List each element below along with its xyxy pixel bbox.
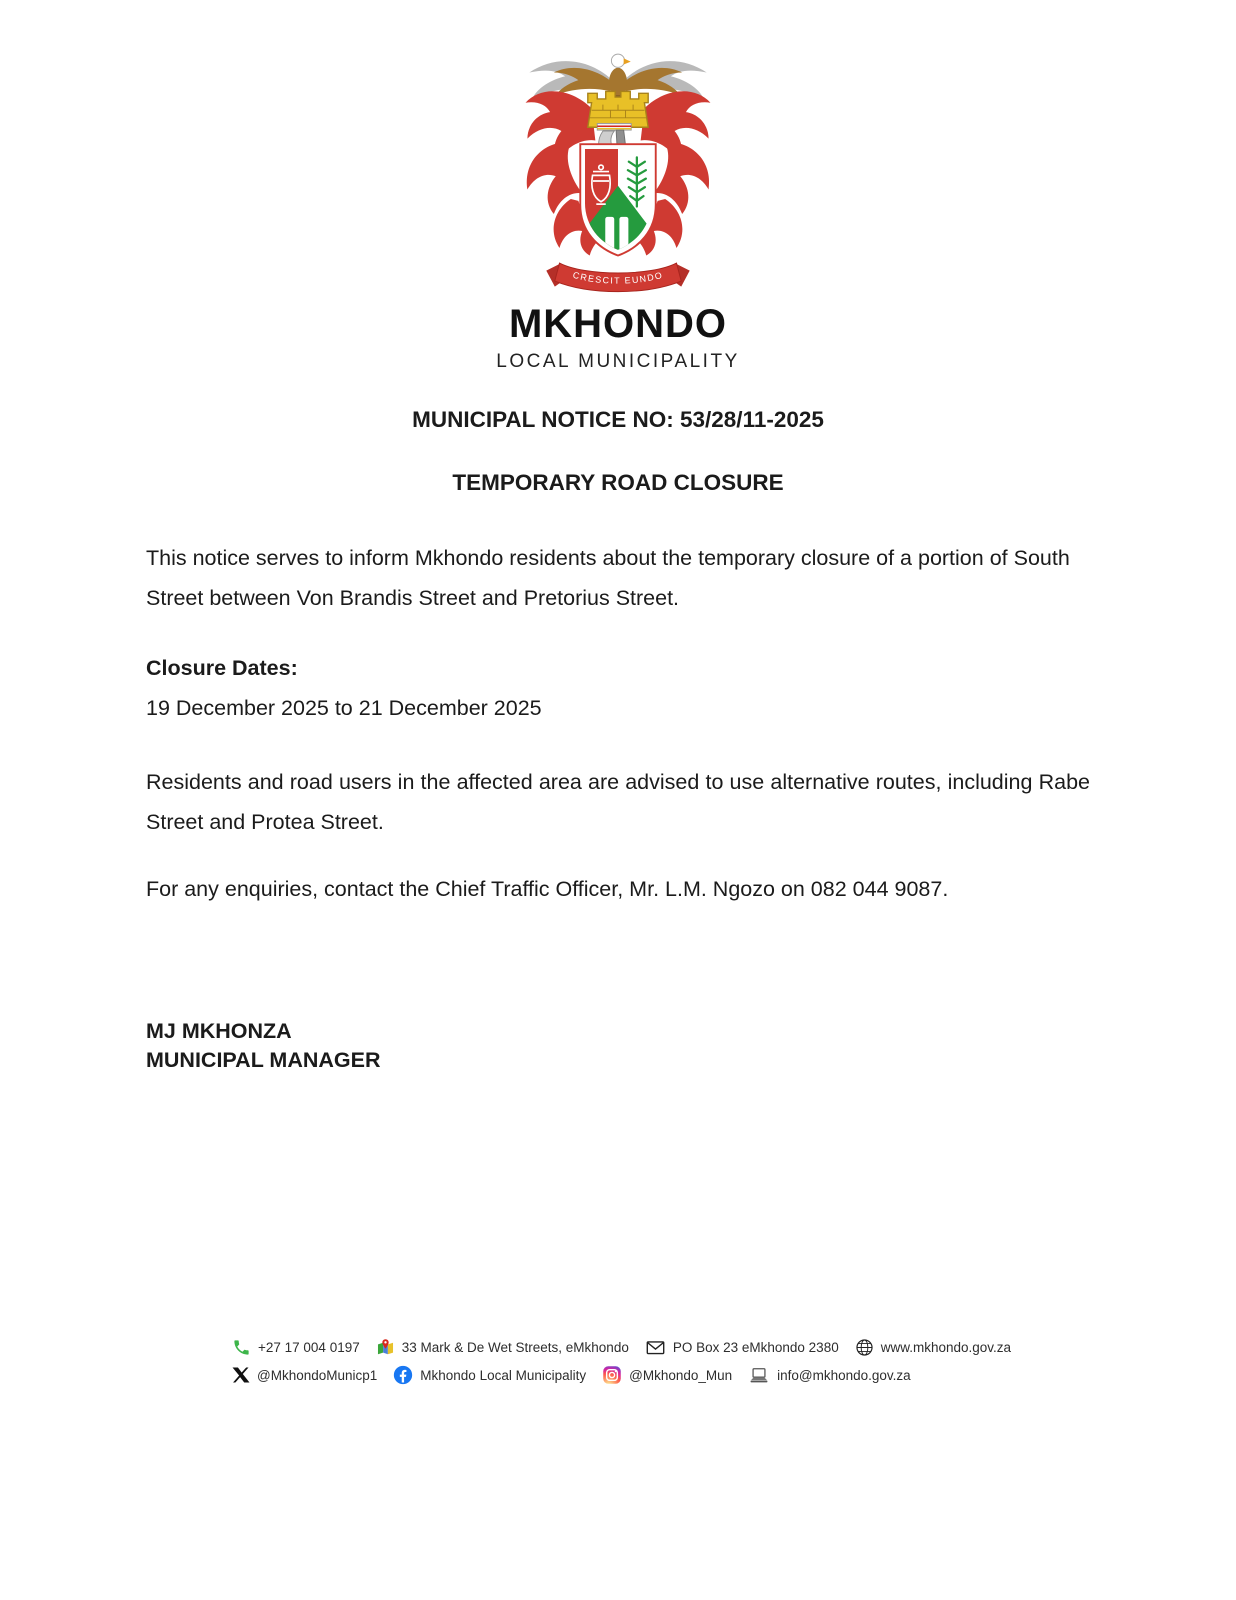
globe-icon xyxy=(855,1338,874,1357)
footer-row-2 xyxy=(232,1361,1027,1389)
address-contact xyxy=(376,1338,629,1357)
street-address: 33 Mark & De Wet Streets, eMkhondo xyxy=(401,1339,629,1355)
document-header xyxy=(0,0,1236,373)
closure-dates-label: Closure Dates: xyxy=(146,656,298,680)
notice-number-heading: MUNICIPAL NOTICE NO: 53/28/11-2025 xyxy=(412,407,824,432)
enquiries-paragraph: For any enquiries, contact the Chief Traffic Officer, Mr. L.M. Ngozo on 082 044 9087. xyxy=(146,877,949,901)
instagram-handle: @Mkhondo_Mun xyxy=(629,1367,733,1383)
location-icon xyxy=(376,1338,395,1357)
crown-icon xyxy=(588,91,648,127)
x-icon xyxy=(232,1366,250,1384)
municipality-name: MKHONDO xyxy=(508,302,728,346)
facebook-contact xyxy=(393,1365,586,1385)
phone-number: +27 17 004 0197 xyxy=(258,1339,360,1355)
motto-ribbon xyxy=(546,263,689,292)
facebook-icon xyxy=(393,1365,413,1385)
closure-dates-value: 19 December 2025 to 21 December 2025 xyxy=(146,696,542,720)
x-contact xyxy=(232,1366,377,1384)
instagram-icon xyxy=(602,1365,622,1385)
footer-row-1 xyxy=(232,1333,1027,1361)
signature-block xyxy=(146,1017,1236,1075)
alternative-routes-paragraph: Residents and road users in the affected area are advised to use alternative routes, including Rabe Street and Protea Street. xyxy=(146,770,1090,834)
x-handle: @MkhondoMunicp1 xyxy=(257,1367,378,1383)
notice-subject-heading: TEMPORARY ROAD CLOSURE xyxy=(452,470,784,495)
email-address: info@mkhondo.gov.za xyxy=(777,1367,911,1383)
instagram-contact xyxy=(602,1365,732,1385)
po-box: PO Box 23 eMkhondo 2380 xyxy=(672,1339,839,1355)
notice-body xyxy=(146,538,1090,909)
envelope-icon xyxy=(645,1338,666,1357)
website-contact xyxy=(855,1338,1011,1357)
signatory-name: MJ MKHONZA xyxy=(146,1019,292,1043)
email-contact xyxy=(748,1366,911,1385)
phone-icon xyxy=(232,1338,251,1357)
signatory-title: MUNICIPAL MANAGER xyxy=(146,1048,381,1072)
computer-icon xyxy=(748,1366,770,1385)
phone-contact xyxy=(232,1338,360,1357)
crest-motto: CRESCIT EUNDO xyxy=(571,269,665,286)
postal-contact xyxy=(645,1338,839,1357)
intro-paragraph: This notice serves to inform Mkhondo residents about the temporary closure of a portion of South Street between Von Brandis Street and Pretorius Street. xyxy=(146,546,1070,610)
contact-footer xyxy=(232,1333,1027,1389)
municipality-subtitle: LOCAL MUNICIPALITY xyxy=(496,351,740,372)
website-url: www.mkhondo.gov.za xyxy=(880,1339,1012,1355)
facebook-page: Mkhondo Local Municipality xyxy=(420,1367,587,1383)
municipal-crest-logo xyxy=(503,48,733,298)
